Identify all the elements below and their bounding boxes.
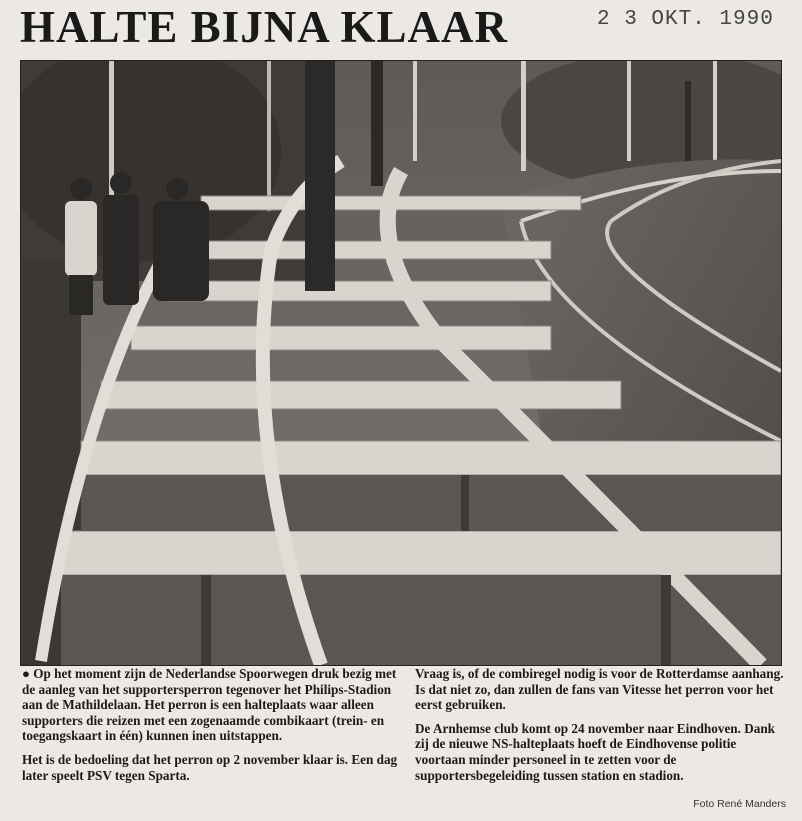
article-paragraph: De Arnhemse club komt op 24 november naar Eindhoven. Dank zij de nieuwe NS-halteplaats hoeft de Eindhovense politie voortaan minder personeel in te zetten voor de supportersbegeleiding tussen station en stadion. — [415, 720, 776, 783]
news-photo — [20, 60, 782, 666]
photo-platform-construction — [21, 61, 781, 665]
article-paragraph: Vraag is, of de combiregel nodig is voor de Rotterdamse aanhang. Is dat niet zo, dan zullen de fans van Vitesse het perron voor het eerst gebruiken. — [415, 666, 784, 713]
article-column-right — [415, 666, 787, 791]
article-column-left — [22, 666, 400, 791]
headline: HALTE BIJNA KLAAR — [20, 2, 508, 52]
article-paragraph: ● Op het moment zijn de Nederlandse Spoorwegen druk bezig met de aanleg van het supportersperron tegenover het Philips-Stadion aan de Mathildelaan. Het perron is een halteplaats waar alleen supporters die reizen met een zogenaamde combikaart (trein- en toegangskaart in één) kunnen inen uitstappen. — [22, 666, 397, 744]
photo-credit: Foto René Manders — [693, 798, 786, 810]
date-stamp: 2 3 OKT. 1990 — [597, 8, 774, 31]
article-paragraph: Het is de bedoeling dat het perron op 2 november klaar is. Een dag later speelt PSV tegen Sparta. — [22, 751, 398, 783]
